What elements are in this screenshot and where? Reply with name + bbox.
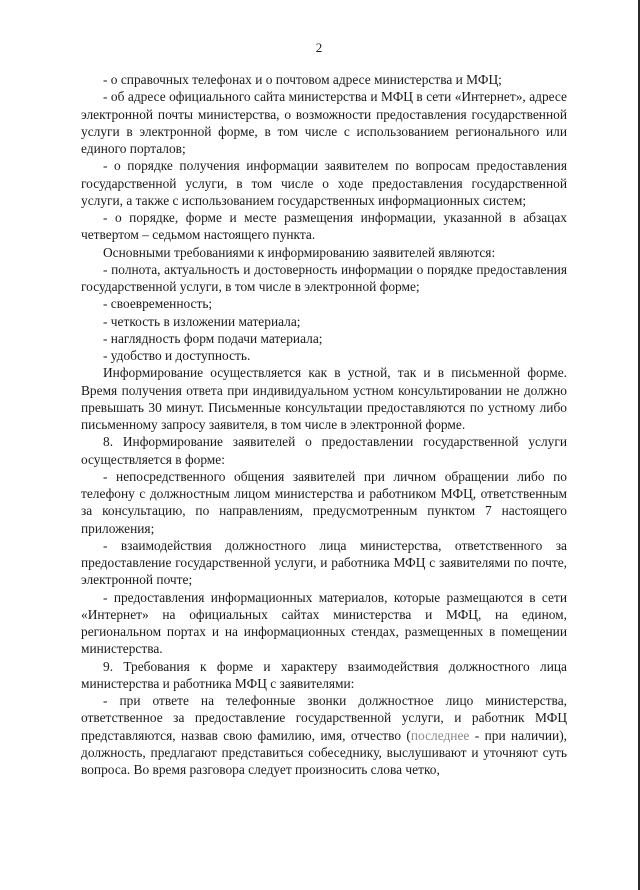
paragraph-last <box>81 692 567 778</box>
paragraph: Основными требованиями к информированию заявителей являются: <box>103 244 496 260</box>
paragraph: 8. Информирование заявителей о предоставлении государственной услуги осуществляется в форме: <box>81 434 567 467</box>
paragraph: Информирование осуществляется как в устной, так и в письменной форме. Время получения ответа при индивидуальном устном консультировании не должно превышать 30 минут. Письменные консультации предоставляются по устному либо письменному запросу заявителя, в том числе в электронной форме. <box>81 365 567 432</box>
page-number: 2 <box>315 40 323 55</box>
paragraph: - четкость в изложении материала; <box>103 313 301 329</box>
paragraph: - взаимодействия должностного лица министерства, ответственного за предоставление государственной услуги, и работника МФЦ с заявителями по почте, электронной почте; <box>81 537 567 588</box>
paragraph: - удобство и доступность. <box>103 348 251 363</box>
paragraph: - о справочных телефонах и о почтовом адресе министерства и МФЦ; <box>103 72 502 87</box>
paragraph: - наглядность форм подачи материала; <box>103 330 323 346</box>
document-body <box>81 71 567 778</box>
paragraph: - предоставления информационных материалов, которые размещаются в сети «Интернет» на официальных сайтах министерства и МФЦ, на едином, региональном портах и на информационных стендах, размещенных в помещении министерства. <box>81 589 567 657</box>
paragraph: - своевременность; <box>103 296 213 312</box>
paragraph: - об адресе официального сайта министерства и МФЦ в сети «Интернет», адресе электронной почты министерства, о возможности предоставления государственной услуги в электронной форме, в том числе с использованием регионального или единого порталов; <box>81 89 567 156</box>
faded-text: последнее <box>410 727 470 743</box>
paragraph: - непосредственного общения заявителей при личном обращении либо по телефону с должностным лицом министерства и работником МФЦ, ответственным за консультацию, по направлениям, предусмотренным пунктом 7 настоящего приложения; <box>81 468 567 536</box>
paragraph-text: - при наличии), должность, предлагают представиться собеседнику, выслушивают и уточняют суть вопроса. Во время разговора следует произносить слова четко, <box>81 727 567 777</box>
paragraph: - о порядке получения информации заявителем по вопросам предоставления государственной услуги, в том числе о ходе предоставления государственной услуги, а также с использованием государственных информационных систем; <box>81 158 567 208</box>
paragraph: - о порядке, форме и месте размещения информации, указанной в абзацах четвертом – седьмом настоящего пункта. <box>81 210 567 243</box>
paragraph: - полнота, актуальность и достоверность информации о порядке предоставления государственной услуги, в том числе в электронной форме; <box>81 261 567 294</box>
paragraph: 9. Требования к форме и характеру взаимодействия должностного лица министерства и работника МФЦ с заявителями: <box>81 658 567 691</box>
paragraph-text: - при ответе на телефонные звонки должностное лицо министерства, ответственное за предоставление государственной услуги, и работник МФЦ представляются, назвав свою фамилию, имя, отчество ( <box>81 693 567 743</box>
